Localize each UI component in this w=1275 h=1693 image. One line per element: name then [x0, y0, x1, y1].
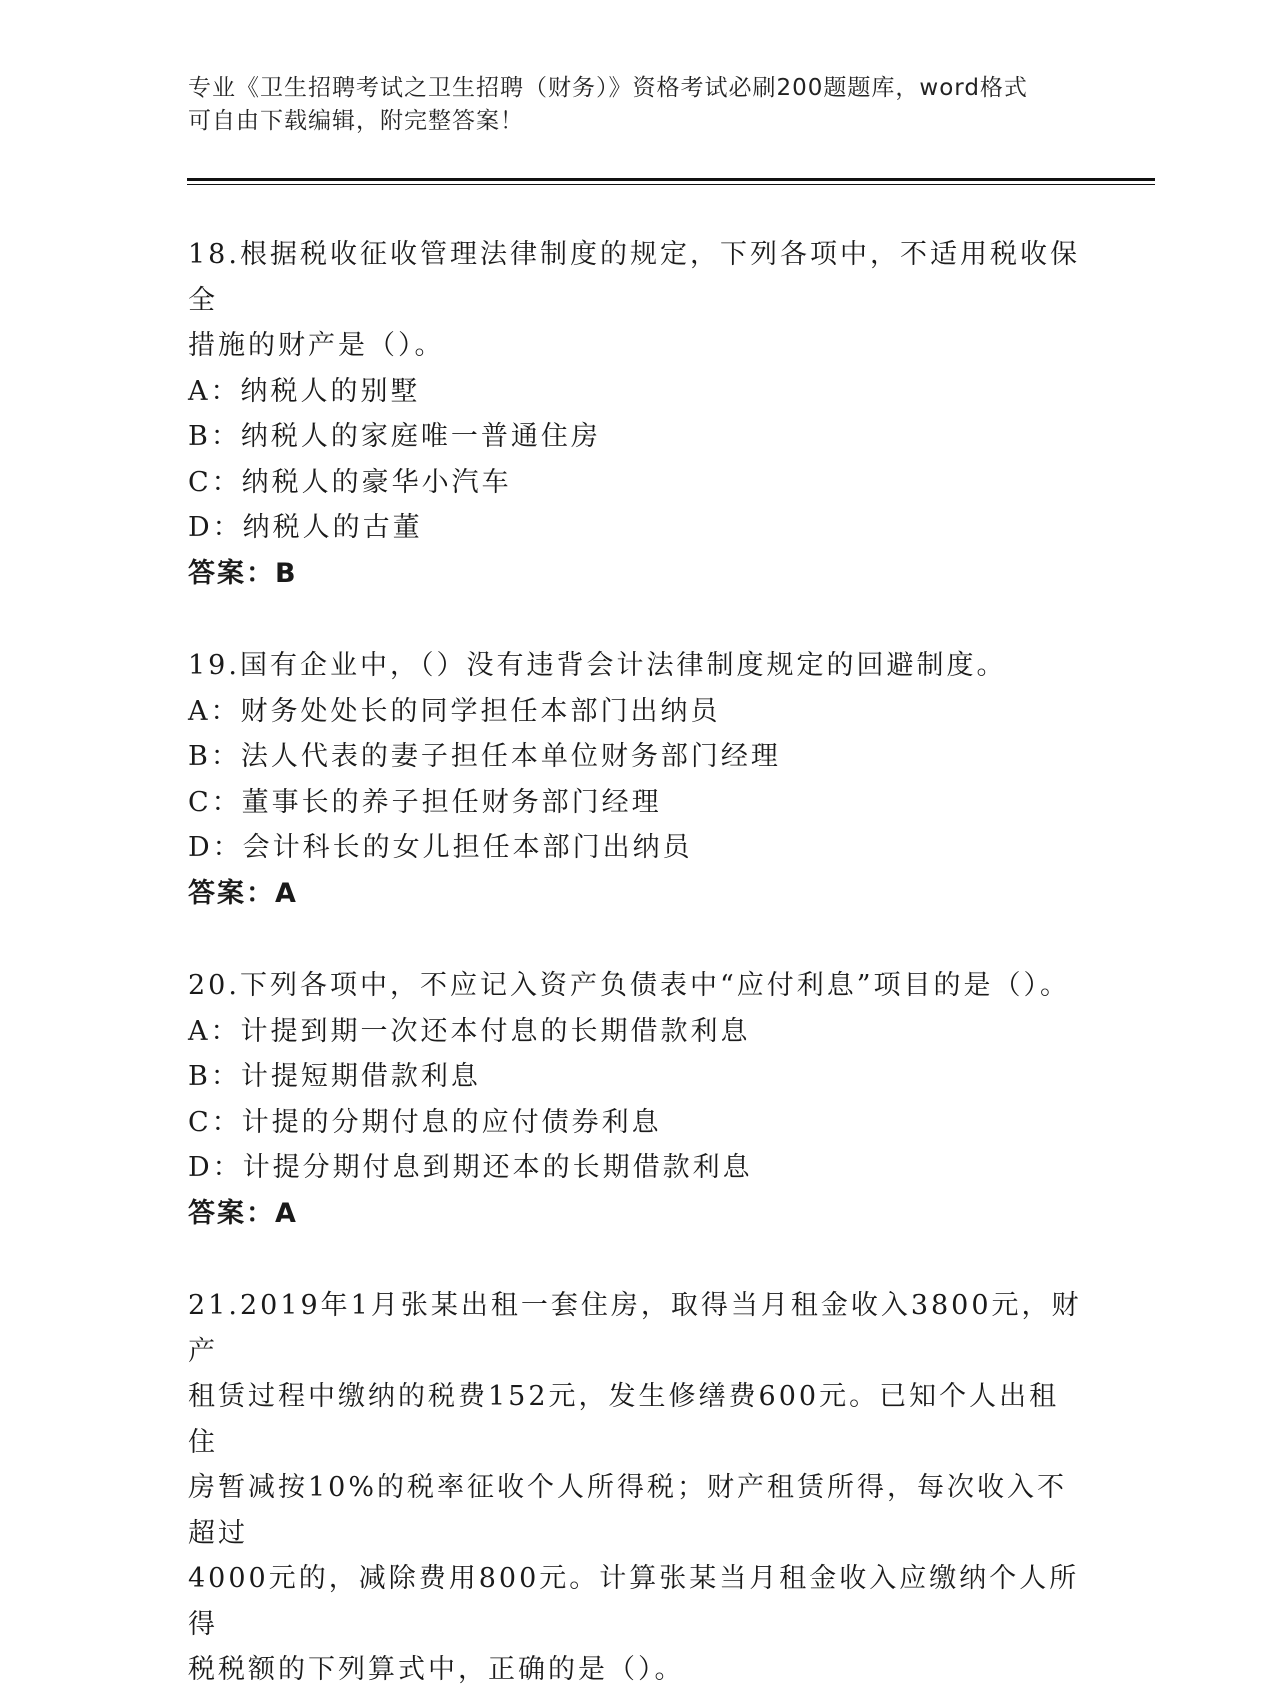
header-line-2: 可自由下载编辑，附完整答案！ — [188, 108, 524, 134]
header-line-1: 专业《卫生招聘考试之卫生招聘（财务）》资格考试必刷200题题库，word格式 — [188, 75, 1028, 101]
option-c: C：纳税人的豪华小汽车 — [188, 466, 512, 498]
option-a: A：纳税人的别墅 — [188, 375, 421, 407]
header-divider-thin — [187, 184, 1155, 185]
question-18 — [188, 232, 1088, 596]
document-header — [188, 72, 1088, 138]
question-stem-line: 20.下列各项中，不应记入资产负债表中“应付利息”项目的是（）。 — [188, 970, 1071, 1001]
question-stem-line: 19.国有企业中，（）没有违背会计法律制度规定的回避制度。 — [188, 650, 1007, 681]
question-stem-line: 措施的财产是（）。 — [188, 330, 445, 361]
option-c: C：董事长的养子担任财务部门经理 — [188, 786, 662, 818]
question-stem-line: 4000元的，减除费用800元。计算张某当月租金收入应缴纳个人所得 — [188, 1563, 1080, 1640]
question-list — [188, 232, 1088, 1693]
option-d: D：会计科长的女儿担任本部门出纳员 — [188, 832, 693, 863]
question-stem-line: 18.根据税收征收管理法律制度的规定，下列各项中，不适用税收保全 — [188, 239, 1080, 316]
question-spacer — [188, 1236, 1088, 1283]
header-divider-thick — [187, 178, 1155, 181]
question-21 — [188, 1283, 1088, 1693]
option-b: B：法人代表的妻子担任本单位财务部门经理 — [188, 741, 781, 772]
question-stem-line: 租赁过程中缴纳的税费152元，发生修缮费600元。已知个人出租住 — [188, 1381, 1060, 1458]
option-a: A：计提到期一次还本付息的长期借款利息 — [188, 1015, 751, 1047]
question-19 — [188, 643, 1088, 916]
question-spacer — [188, 596, 1088, 643]
question-stem-line: 房暂减按10%的税率征收个人所得税；财产租赁所得，每次收入不超过 — [188, 1472, 1068, 1549]
question-stem-line: 税税额的下列算式中，正确的是（）。 — [188, 1654, 685, 1685]
question-20 — [188, 963, 1088, 1236]
option-a: A：财务处处长的同学担任本部门出纳员 — [188, 695, 721, 727]
answer-label: 答案：A — [188, 877, 298, 909]
answer-label: 答案：A — [188, 1197, 298, 1229]
option-d: D：纳税人的古董 — [188, 512, 423, 543]
option-d: D：计提分期付息到期还本的长期借款利息 — [188, 1152, 753, 1183]
option-c: C：计提的分期付息的应付债券利息 — [188, 1106, 662, 1138]
answer-label: 答案：B — [188, 557, 298, 589]
question-stem-line: 21.2019年1月张某出租一套住房，取得当月租金收入3800元，财产 — [188, 1290, 1082, 1367]
question-spacer — [188, 916, 1088, 963]
option-b: B：纳税人的家庭唯一普通住房 — [188, 421, 601, 452]
option-b: B：计提短期借款利息 — [188, 1061, 481, 1092]
